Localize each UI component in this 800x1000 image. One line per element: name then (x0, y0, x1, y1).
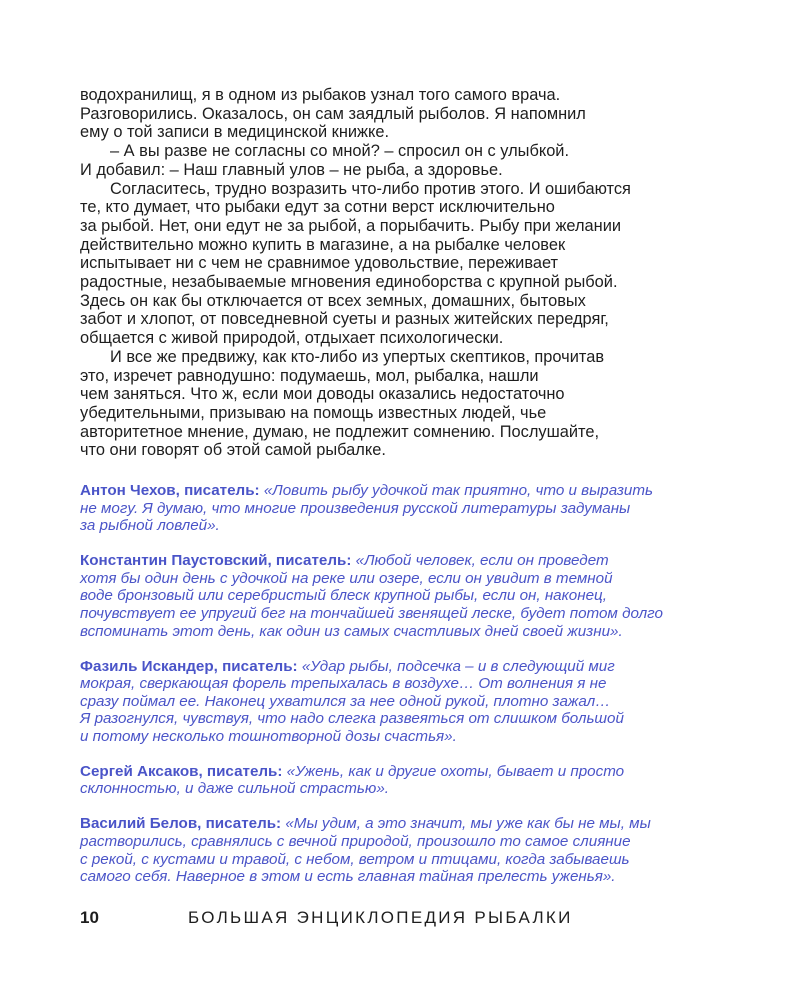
body-text-line: те, кто думает, что рыбаки едут за сотни верст исключительно (80, 198, 555, 217)
body-text-line: это, изречет равнодушно: подумаешь, мол, рыбалка, нашли (80, 366, 539, 385)
quote-line (80, 587, 720, 605)
quote-line (80, 780, 720, 798)
quote-line (80, 710, 720, 728)
quote-block (80, 763, 720, 798)
quote-text: не могу. Я думаю, что многие произведения русской литературы задуманы (80, 499, 631, 517)
quote-text: почувствует ее упругий бег на тончайшей звенящей леске, будет потом долго (80, 604, 663, 622)
quote-line (80, 570, 720, 588)
quote-line (80, 728, 720, 746)
quote-text: «Ужень, как и другие охоты, бывает и просто (286, 762, 625, 780)
quote-block (80, 815, 720, 885)
page-footer (80, 908, 720, 928)
quote-text: вспоминать этот день, как один из самых счастливых дней своей жизни». (80, 622, 623, 640)
quote-author: Василий Белов, писатель: (80, 815, 282, 833)
quote-author: Сергей Аксаков, писатель: (80, 762, 283, 780)
quote-line (80, 851, 720, 869)
quote-line (80, 552, 720, 570)
quote-text: «Ловить рыбу удочкой так приятно, что и выразить (263, 482, 653, 499)
body-text-line: – А вы разве не согласны со мной? – спросил он с улыбкой. (110, 142, 570, 161)
quote-text: сразу поймал ее. Наконец ухватился за нее одной рукой, плотно зажал… (80, 692, 611, 710)
body-text-line: авторитетное мнение, думаю, не подлежит сомнению. Послушайте, (80, 422, 600, 441)
quote-line (80, 500, 720, 518)
quote-text: хотя бы один день с удочкой на реке или озере, если он увидит в темной (80, 569, 613, 587)
quote-text: самого себя. Наверное в этом и есть главная тайная прелесть уженья». (80, 868, 616, 886)
quote-text: склонностью, и даже сильной страстью». (80, 780, 390, 798)
quote-author: Константин Паустовский, писатель: (80, 552, 352, 570)
body-text-line: радостные, незабываемые мгновения единоборства с крупной рыбой. (80, 273, 618, 292)
quote-line (80, 658, 720, 676)
body-text-line: И все же предвижу, как кто-либо из упертых скептиков, прочитав (110, 347, 605, 366)
running-title: БОЛЬШАЯ ЭНЦИКЛОПЕДИЯ РЫБАЛКИ (188, 908, 573, 927)
page-number: 10 (80, 908, 99, 927)
body-text-line: что они говорят об этой самой рыбалке. (80, 441, 386, 460)
body-text-line: Согласитесь, трудно возразить что-либо против этого. И ошибаются (110, 179, 631, 198)
quote-text: мокрая, сверкающая форель трепыхалась в воздухе… От волнения я не (80, 675, 607, 693)
body-text-line: действительно можно купить в магазине, а на рыбалке человек (80, 235, 566, 254)
quote-line (80, 868, 720, 886)
quote-line (80, 763, 720, 781)
body-text-line: Разговорились. Оказалось, он сам заядлый рыболов. Я напомнил (80, 104, 586, 123)
body-text-line: за рыбой. Нет, они едут не за рыбой, а порыбачить. Рыбу при желании (80, 216, 622, 235)
quote-line (80, 815, 720, 833)
quote-line (80, 675, 720, 693)
quote-line (80, 482, 720, 500)
quote-block (80, 482, 720, 535)
quote-line (80, 517, 720, 535)
quote-text: и потому несколько тошнотворной дозы счастья». (80, 727, 457, 745)
body-text (80, 86, 720, 460)
quotes-section (80, 482, 720, 903)
body-text-line: чем заняться. Что ж, если мои доводы оказались недостаточно (80, 385, 565, 404)
quote-author: Антон Чехов, писатель: (80, 482, 260, 499)
quote-block (80, 658, 720, 746)
quote-text: за рыбной ловлей». (80, 517, 220, 535)
quote-author: Фазиль Искандер, писатель: (80, 657, 298, 675)
body-text-line: испытывает ни с чем не сравнимое удовольствие, переживает (80, 254, 559, 273)
body-text-line: водохранилищ, я в одном из рыбаков узнал того самого врача. (80, 86, 561, 104)
body-text-line: забот и хлопот, от повседневной суеты и разных житейских передряг, (80, 310, 609, 329)
body-text-line: ему о той записи в медицинской книжке. (80, 123, 390, 142)
quote-line (80, 693, 720, 711)
quote-text: с рекой, с кустами и травой, с небом, ветром и птицами, когда забываешь (80, 850, 630, 868)
quote-text: воде бронзовый или серебристый блеск крупной рыбы, если он, наконец, (80, 587, 607, 605)
quote-text: «Мы удим, а это значит, мы уже как бы не мы, мы (285, 815, 651, 833)
body-text-line: Здесь он как бы отключается от всех земных, домашних, бытовых (80, 291, 586, 310)
quote-line (80, 605, 720, 623)
body-text-line: убедительными, призываю на помощь известных людей, чье (80, 403, 547, 422)
body-text-line: И добавил: – Наш главный улов – не рыба, а здоровье. (80, 160, 503, 179)
quote-text: растворились, сравнялись с вечной природой, произошло то самое слияние (80, 833, 631, 851)
quote-block (80, 552, 720, 640)
quote-text: «Удар рыбы, подсечка – и в следующий миг (301, 657, 615, 675)
quote-line (80, 833, 720, 851)
quote-text: Я разогнулся, чувствуя, что надо слегка развеяться от слишком большой (80, 710, 624, 728)
body-text-line: общается с живой природой, отдыхает психологически. (80, 329, 504, 348)
quote-text: «Любой человек, если он проведет (355, 552, 609, 570)
quote-line (80, 623, 720, 641)
